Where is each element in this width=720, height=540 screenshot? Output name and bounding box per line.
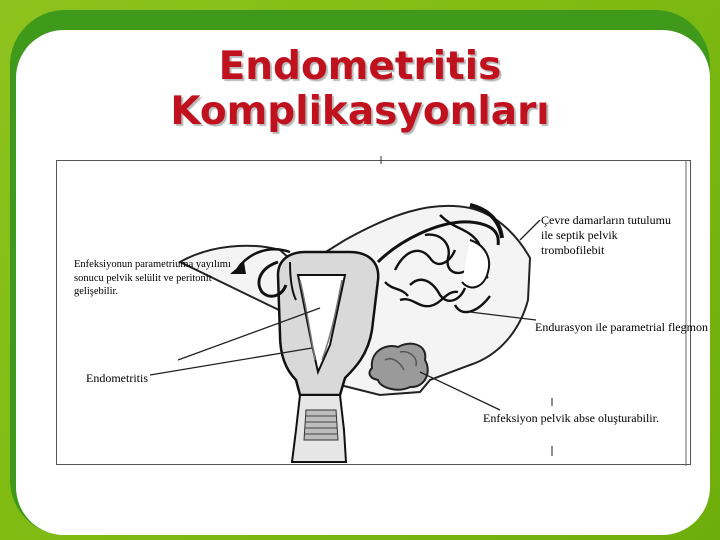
pelvic-abscess — [370, 344, 428, 390]
label-septic-thrombophlebitis: Çevre damarların tutulumu ile septik pelvik trombofilebit — [541, 213, 671, 257]
pointer-abscess — [420, 372, 500, 410]
title-line-1: Endometritis — [218, 44, 502, 89]
label-pelvic-cellulitis: Enfeksiyonun parametriuma yayılımı sonucu pelvik selülit ve peritonit gelişebilir. — [74, 259, 231, 297]
label-endometritis: Endometritis — [86, 371, 148, 385]
pointer-vessels — [520, 220, 540, 240]
title-line-2: Komplikasyonları — [170, 89, 550, 134]
label-pelvic-abscess: Enfeksiyon pelvik abse oluşturabilir. — [483, 411, 659, 425]
label-parametrial-phlegmon: Endurasyon ile parametrial flegmon — [535, 320, 708, 334]
